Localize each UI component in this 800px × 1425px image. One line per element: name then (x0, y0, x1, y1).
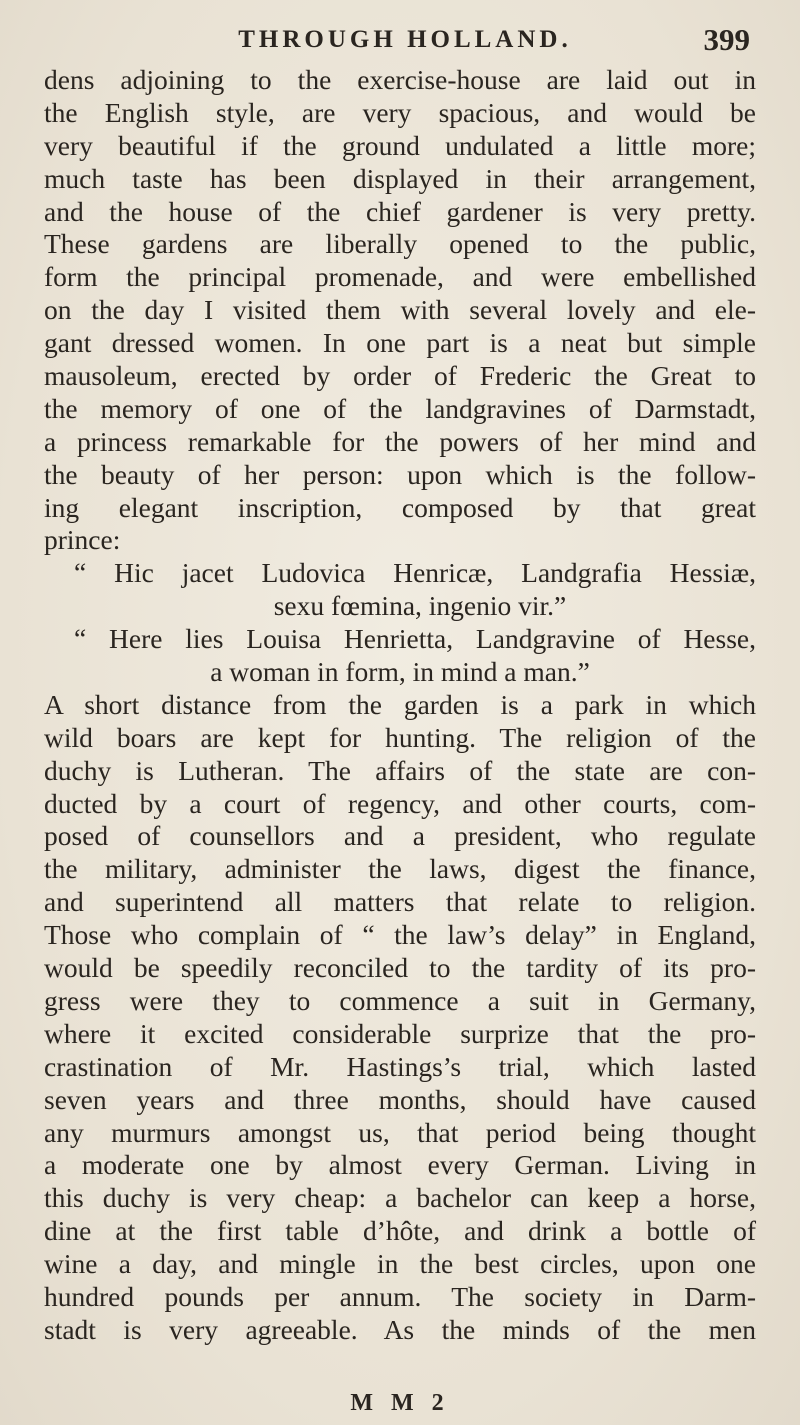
page-number: 399 (703, 22, 750, 57)
text-line: on the day I visited them with several lovely and ele- (44, 294, 756, 326)
text-line: the memory of one of the landgravines of Darmstadt, (44, 392, 756, 424)
text-line: form the principal promenade, and were embellished (44, 261, 756, 293)
body-text (44, 64, 756, 1347)
text-line: a moderate one by almost every German. Living in (44, 1149, 756, 1181)
text-line: Those who complain of “ the law’s delay” in England, (44, 919, 756, 951)
text-line: hundred pounds per annum. The society in Darm- (44, 1280, 756, 1312)
text-line: very beautiful if the ground undulated a little more; (44, 129, 756, 161)
text-line: the military, administer the laws, digest the finance, (44, 853, 756, 885)
text-line: wild boars are kept for hunting. The religion of the (44, 721, 756, 753)
text-line: much taste has been displayed in their arrangement, (44, 162, 756, 194)
text-line: dine at the first table d’hôte, and drink a bottle of (44, 1215, 756, 1247)
inscription-latin-line-1: “ Hic jacet Ludovica Henricæ, Landgrafia Hessiæ, (74, 557, 756, 589)
text-line: mausoleum, erected by order of Frederic the Great to (44, 360, 756, 392)
text-line: gress were they to commence a suit in Germany, (44, 984, 756, 1016)
text-line: duchy is Lutheran. The affairs of the state are con- (44, 754, 756, 786)
text-line: the beauty of her person: upon which is the follow- (44, 458, 756, 490)
text-line: any murmurs amongst us, that period being thought (44, 1116, 756, 1148)
text-line: crastination of Mr. Hastings’s trial, which lasted (44, 1050, 756, 1082)
text-line: and superintend all matters that relate to religion. (44, 886, 756, 918)
text-line: this duchy is very cheap: a bachelor can keep a horse, (44, 1182, 756, 1214)
text-line: These gardens are liberally opened to the public, (44, 228, 756, 260)
text-line: dens adjoining to the exercise-house are laid out in (44, 64, 756, 95)
running-head: THROUGH HOLLAND. (238, 26, 572, 53)
text-line: ducted by a court of regency, and other courts, com- (44, 787, 756, 819)
text-line: stadt is very agreeable. As the minds of the men (44, 1313, 756, 1345)
text-line: A short distance from the garden is a park in which (44, 688, 756, 720)
text-line: wine a day, and mingle in the best circles, upon one (44, 1248, 756, 1280)
text-line: ing elegant inscription, composed by that great (44, 491, 756, 523)
text-line: seven years and three months, should have caused (44, 1083, 756, 1115)
text-line: posed of counsellors and a president, who regulate (44, 820, 756, 852)
text-line: prince: (44, 524, 121, 556)
text-line: would be speedily reconciled to the tardity of its pro- (44, 952, 756, 984)
text-line: the English style, are very spacious, and would be (44, 96, 756, 128)
text-line: where it excited considerable surprize that the pro- (44, 1017, 756, 1049)
inscription-latin-line-2: sexu fœmina, ingenio vir.” (273, 590, 567, 622)
signature-mark: M M 2 (350, 1390, 450, 1416)
inscription-english-line-2: a woman in form, in mind a man.” (210, 656, 590, 688)
page-header (60, 22, 750, 62)
inscription-english-line-1: “ Here lies Louisa Henrietta, Landgravine of Hesse, (74, 623, 756, 655)
text-line: and the house of the chief gardener is very pretty. (44, 195, 756, 227)
text-line: gant dressed women. In one part is a neat but simple (44, 327, 756, 359)
text-line: a princess remarkable for the powers of her mind and (44, 425, 756, 457)
